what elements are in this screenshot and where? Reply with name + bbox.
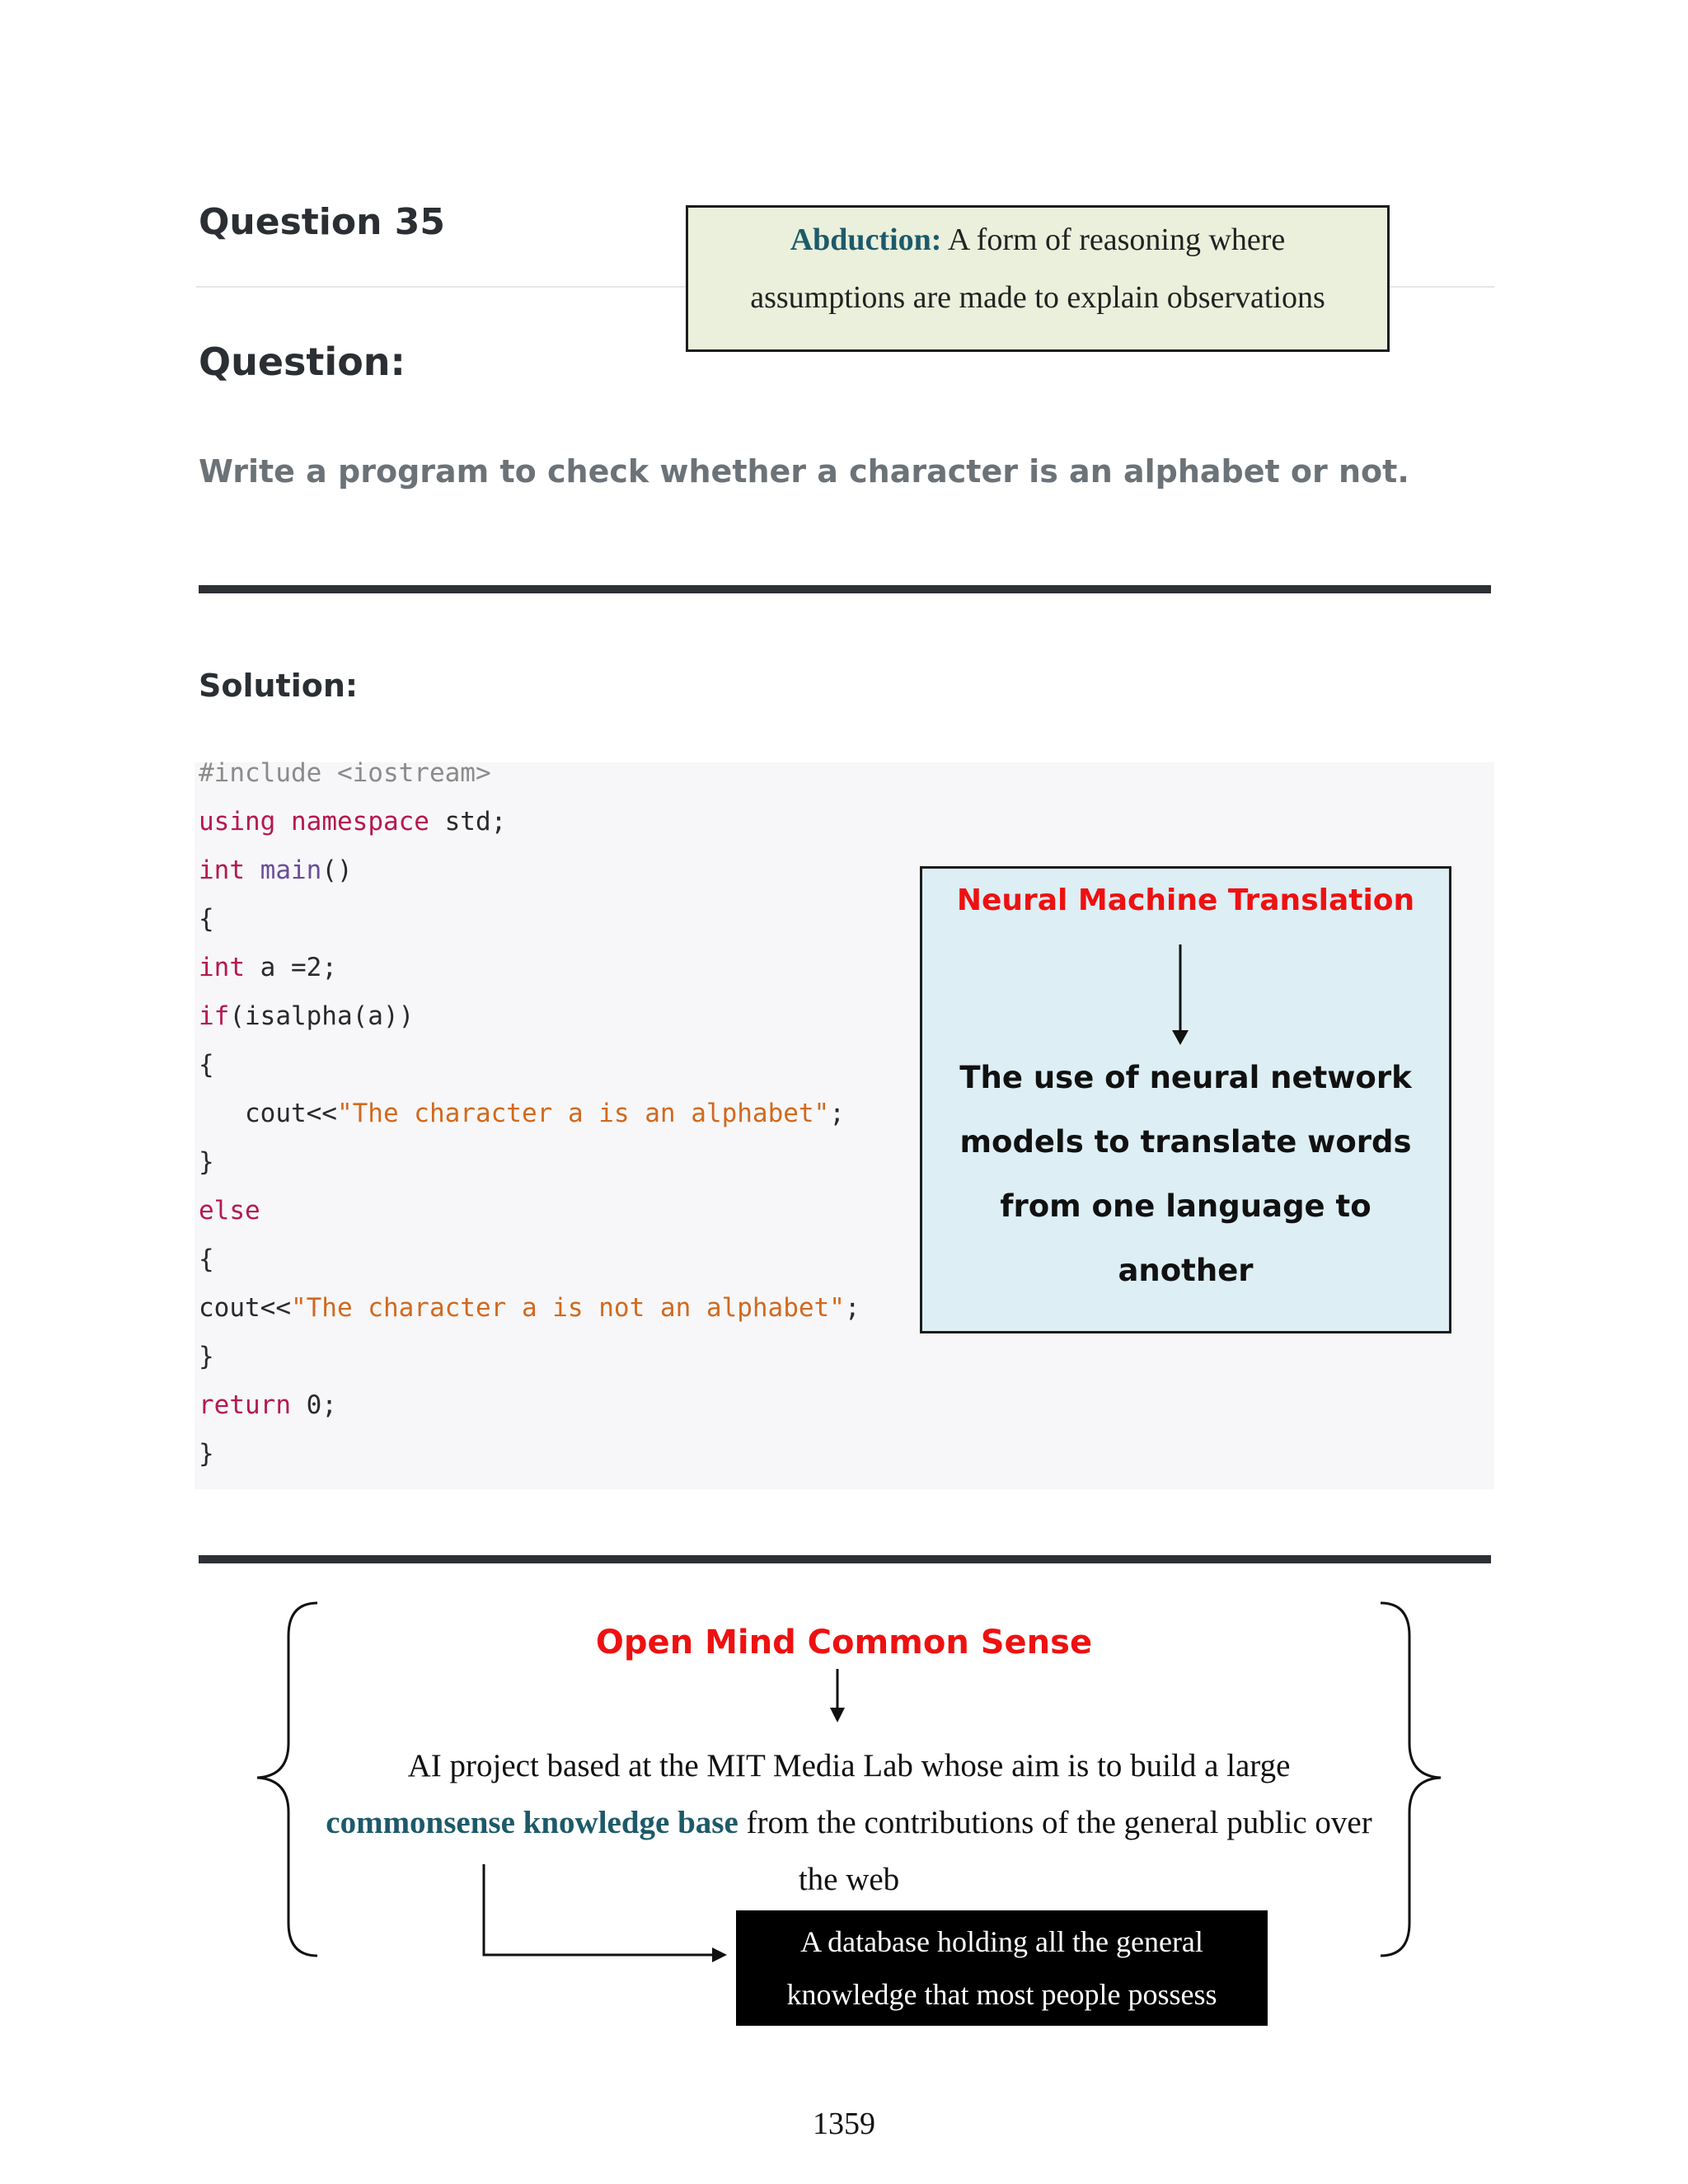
code-token: int [199, 855, 245, 885]
code-token: } [199, 1147, 214, 1177]
definition-line1: A database holding all the general [800, 1925, 1203, 1958]
code-token: "The character a is not an alphabet" [290, 1293, 845, 1323]
omcs-desc-part1: AI project based at the MIT Media Lab whose aim is to build a large [407, 1748, 1291, 1783]
code-token: return [199, 1390, 291, 1420]
knowledge-base-definition-box [736, 1910, 1268, 2026]
code-token: int [199, 953, 245, 982]
omcs-title: Open Mind Common Sense [595, 1624, 1093, 1661]
code-token: using [199, 807, 276, 837]
code-token: (isalpha(a)) [229, 1001, 415, 1031]
code-token: else [199, 1196, 260, 1226]
definition-line2: knowledge that most people possess [786, 1978, 1217, 2011]
solution-label: Solution: [199, 668, 359, 704]
code-token: ; [829, 1099, 845, 1128]
code-token: std; [429, 807, 507, 837]
code-token: 0; [290, 1390, 337, 1420]
code-token: { [199, 904, 214, 934]
abduction-line1: A form of reasoning where [941, 223, 1286, 257]
code-token: cout<< [199, 1099, 337, 1128]
question-number-title: Question 35 [199, 201, 445, 243]
code-token: main [260, 855, 322, 885]
abduction-term: Abduction: [790, 223, 942, 257]
nmt-title: Neural Machine Translation [956, 883, 1415, 917]
abduction-line2: assumptions are made to explain observations [750, 280, 1325, 315]
code-token: namespace [291, 807, 429, 837]
page-number: 1359 [813, 2107, 875, 2141]
question-text: Write a program to check whether a character is an alphabet or not. [199, 453, 1409, 490]
code-token: () [321, 855, 353, 885]
code-token: { [199, 1244, 214, 1274]
nmt-description: The use of neural network models to translate words from one language to another [959, 1060, 1412, 1288]
question-label: Question: [199, 340, 406, 384]
code-token: { [199, 1050, 214, 1080]
omcs-desc-term: commonsense knowledge base [326, 1805, 738, 1840]
code-token: #include <iostream> [199, 758, 491, 788]
code-token: if [199, 1001, 230, 1031]
code-token: ; [844, 1293, 860, 1323]
omcs-desc-part2: from the contributions of the general public over the web [738, 1805, 1372, 1897]
code-token: cout<< [199, 1293, 291, 1323]
code-token: } [199, 1439, 214, 1469]
code-token: } [199, 1342, 214, 1371]
code-token: a =2; [245, 953, 337, 982]
code-token: "The character a is an alphabet" [336, 1099, 830, 1128]
omcs-description [313, 1737, 1385, 1908]
